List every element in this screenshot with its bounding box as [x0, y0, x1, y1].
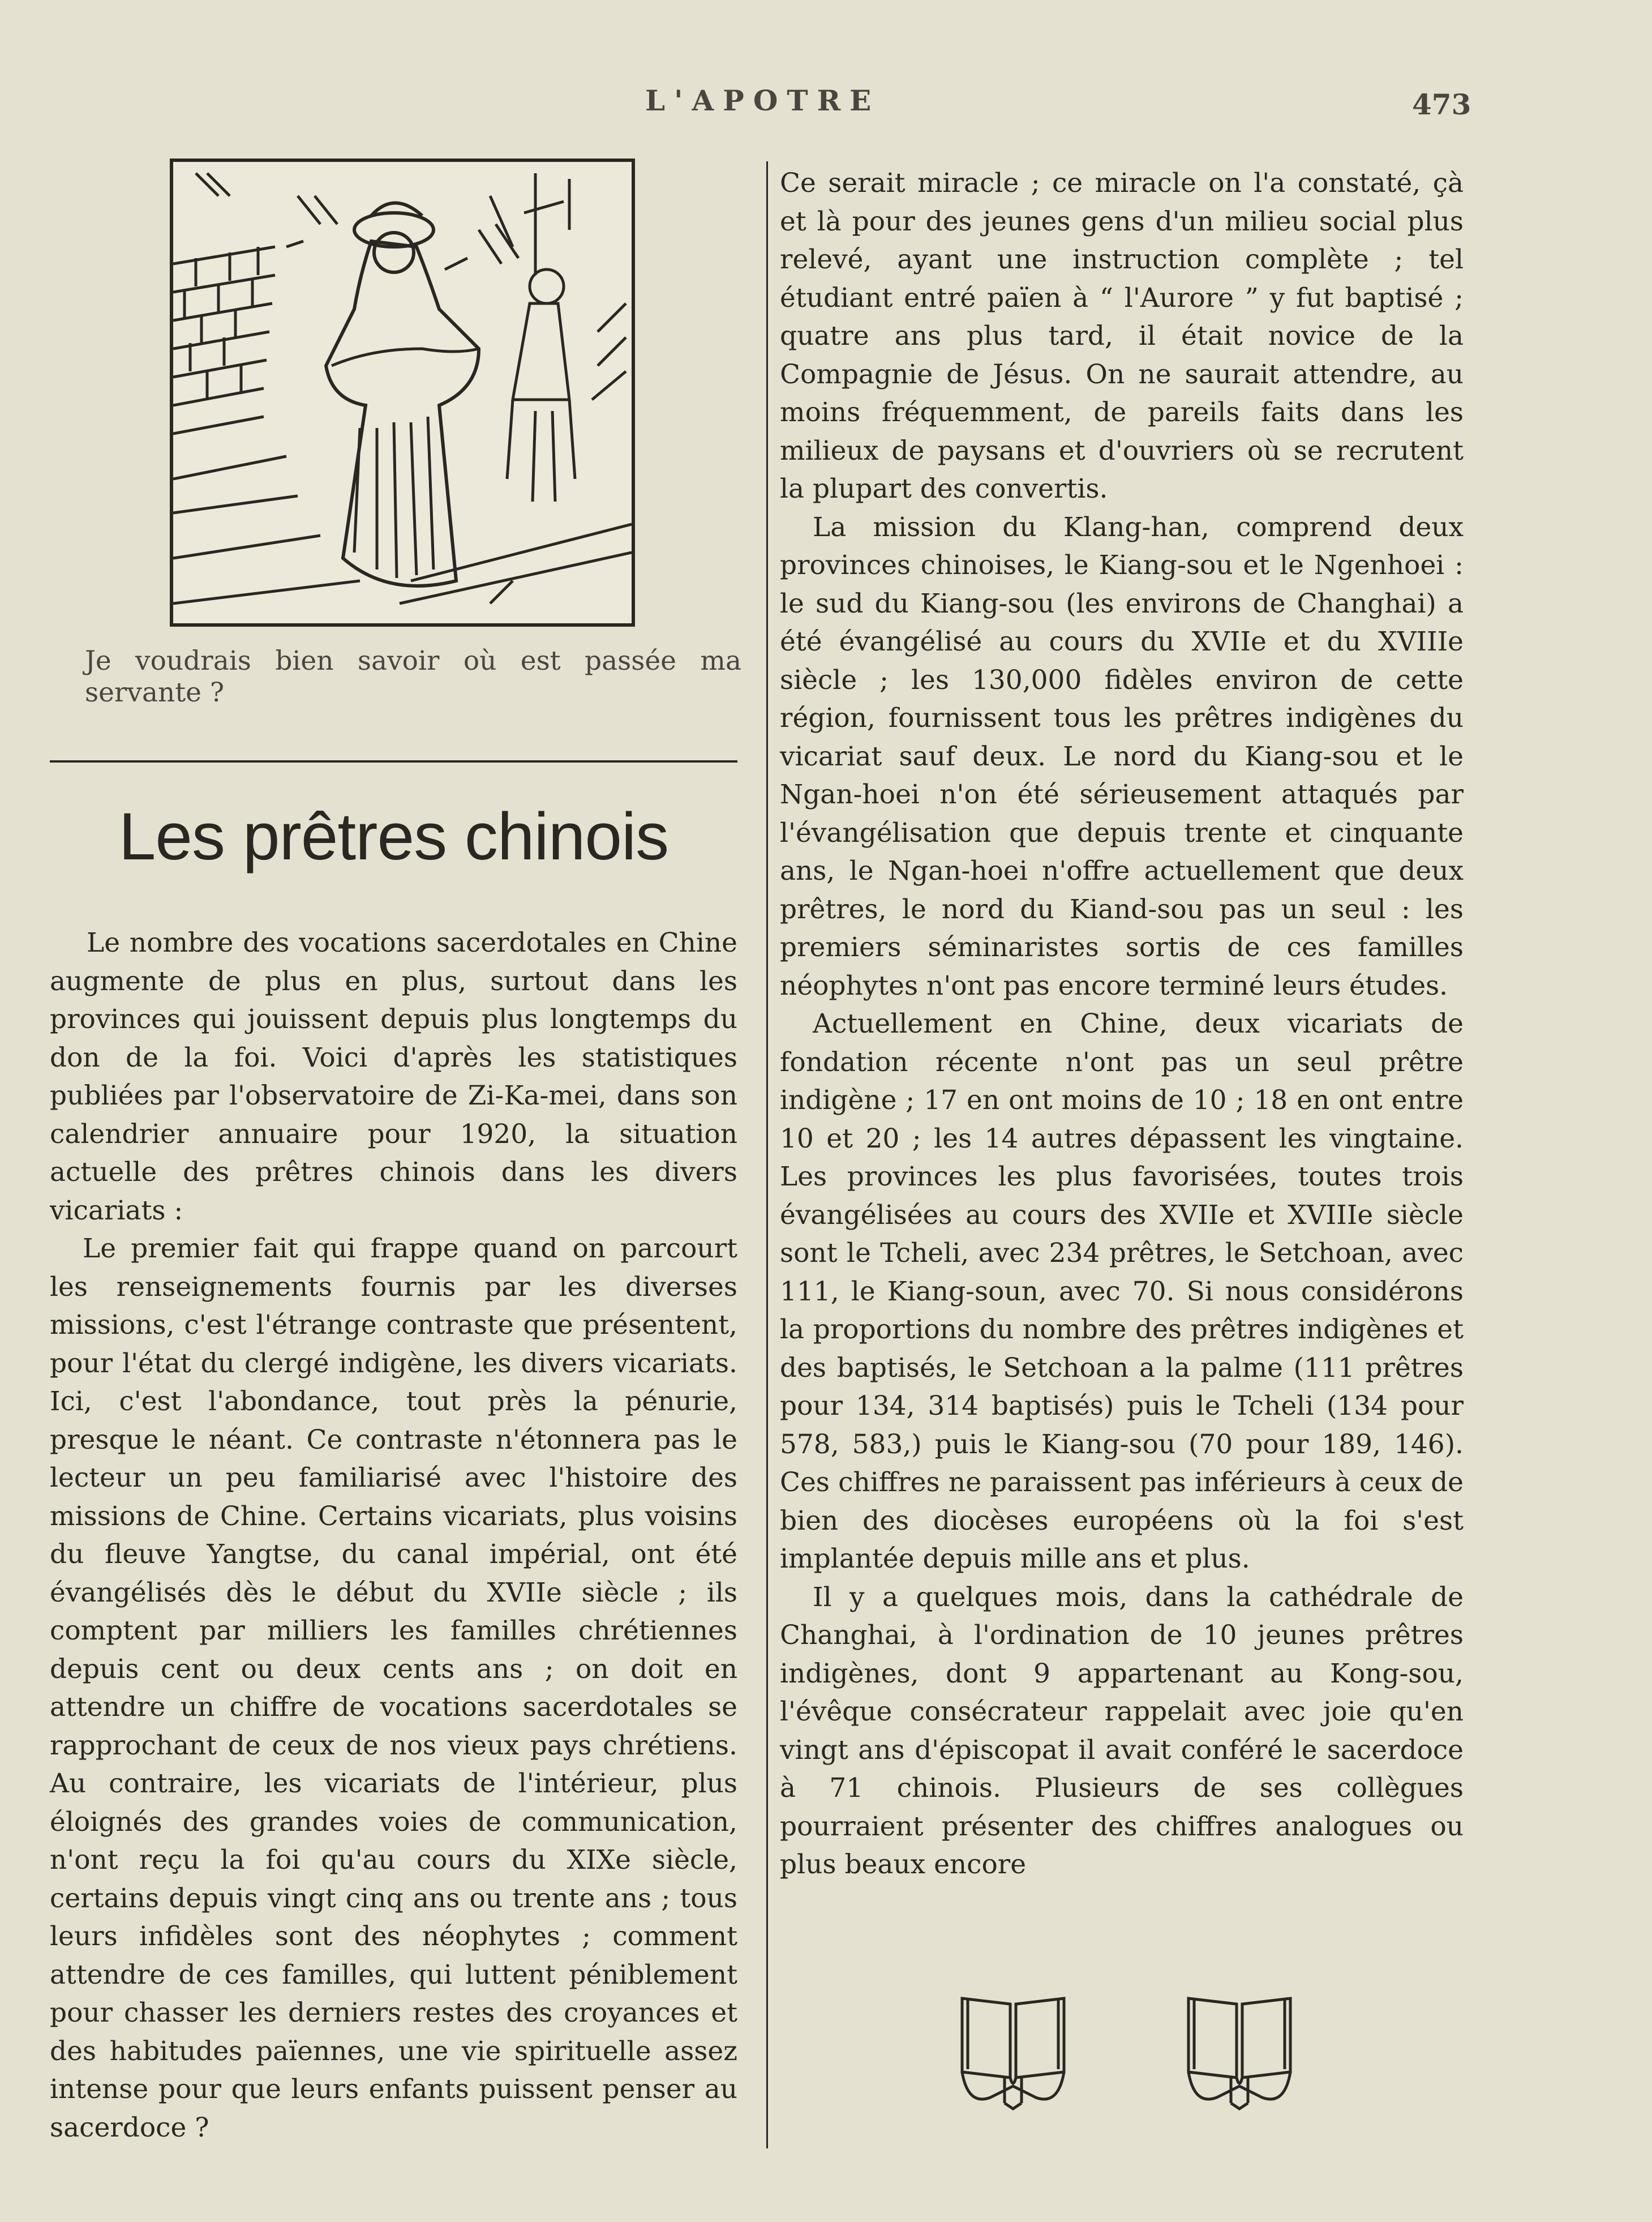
section-divider [50, 760, 737, 763]
illustration-caption: Je voudrais bien savoir où est passée ma servante ? [85, 645, 741, 708]
page-number: 473 [1412, 88, 1471, 121]
engraving-woman-walking-icon [170, 159, 635, 627]
column-divider [766, 161, 768, 2148]
left-column-text [50, 924, 737, 2147]
running-head: L'APOTRE [645, 84, 881, 117]
paragraph: Le premier fait qui frappe quand on parcourt les renseignements fournis par les diverses missions, c'est l'étrange contraste que présentent, pour l'état du clergé indigène, les divers vicariats. Ici, c'est l'abondance, tout près la pénurie, presque le néant. Ce contraste n'étonnera pas le lecteur un peu familiarisé avec l'histoire des missions de Chine. Certains vicariats, plus voisins du fleuve Yangtse, du canal impérial, ont été évangélisés dès le début du XVIIe siècle ; ils comptent par milliers les familles chrétiennes depuis cent ou deux cents ans ; on doit en attendre un chiffre de vocations sacerdotales se rapprochant de ceux de nos vieux pays chrétiens. Au contraire, les vicariats de l'intérieur, plus éloignés des grandes voies de communication, n'ont reçu la foi qu'au cours du XIXe siècle, certains depuis vingt cinq ans ou trente ans ; tous leurs infidèles sont des néophytes ; comment attendre de ces familles, qui luttent péniblement pour chasser les derniers restes des croyances et des habitudes païennes, une vie spirituelle assez intense pour que leurs enfants puissent penser au sacerdoce ? [50, 1233, 737, 2143]
article-title: Les prêtres chinois [118, 799, 669, 874]
paragraph: Il y a quelques mois, dans la cathédrale de Changhai, à l'ordination de 10 jeunes prêtres indigènes, dont 9 appartenant au Kong-sou, l'évêque consécrateur rappelait avec joie qu'en vingt ans d'épiscopat il avait conféré le sacerdoce à 71 chinois. Plusieurs de ses collègues pourraient présenter des chiffres analogues ou plus beaux encore [780, 1581, 1464, 1880]
open-book-ornament-icon [956, 1993, 1070, 2112]
right-column-text [780, 164, 1464, 1884]
paragraph: La mission du Klang-han, comprend deux provinces chinoises, le Kiang-sou et le Ngenhoei : le sud du Kiang-sou (les environs de Changhai) a été évangélisé au cours du XVIIe et du XVIIIe siècle ; les 130,000 fidèles environ de cette région, fournissent tous les prêtres indigènes du vicariat sauf deux. Le nord du Kiang-sou et le Ngan-hoei n'on été sérieusement attaqués par l'évangélisation que depuis trente et cinquante ans, le Ngan-hoei n'offre actuellement que deux prêtres, le nord du Kiand-sou pas un seul : les premiers séminaristes sortis de ces familles néophytes n'ont pas encore terminé leurs études. [780, 511, 1464, 1001]
paragraph: Le nombre des vocations sacerdotales en Chine augmente de plus en plus, surtout dans les provinces qui jouissent depuis plus longtemps du don de la foi. Voici d'après les statistiques publiées par l'observatoire de Zi-Ka-mei, dans son calendrier annuaire pour 1920, la situation actuelle des prêtres chinois dans les divers vicariats : [50, 927, 737, 1226]
paragraph: Ce serait miracle ; ce miracle on l'a constaté, çà et là pour des jeunes gens d'un milieu social plus relevé, ayant une instruction complète ; tel étudiant entré païen à “ l'Aurore ” y fut baptisé ; quatre ans plus tard, il était novice de la Compagnie de Jésus. On ne saurait attendre, au moins fréquemment, de pareils faits dans les milieux de paysans et d'ouvriers où se recrutent la plupart des convertis. [780, 168, 1464, 504]
open-book-ornament-icon [1183, 1993, 1296, 2112]
paragraph: Actuellement en Chine, deux vicariats de fondation récente n'ont pas un seul prêtre indigène ; 17 en ont moins de 10 ; 18 en ont entre 10 et 20 ; les 14 autres dépassent les vingtaine. Les provinces les plus favorisées, toutes trois évangélisées au cours des XVIIe et XVIIIe siècle sont le Tcheli, avec 234 prêtres, le Setchoan, avec 111, le Kiang-soun, avec 70. Si nous considérons la proportions du nombre des prêtres indigènes et des baptisés, le Setchoan a la palme (111 prêtres pour 134, 314 baptisés) puis le Tcheli (134 pour 578, 583,) puis le Kiang-sou (70 pour 189, 146). Ces chiffres ne paraissent pas inférieurs à ceux de bien des diocèses européens où la foi s'est implantée depuis mille ans et plus. [780, 1008, 1464, 1574]
